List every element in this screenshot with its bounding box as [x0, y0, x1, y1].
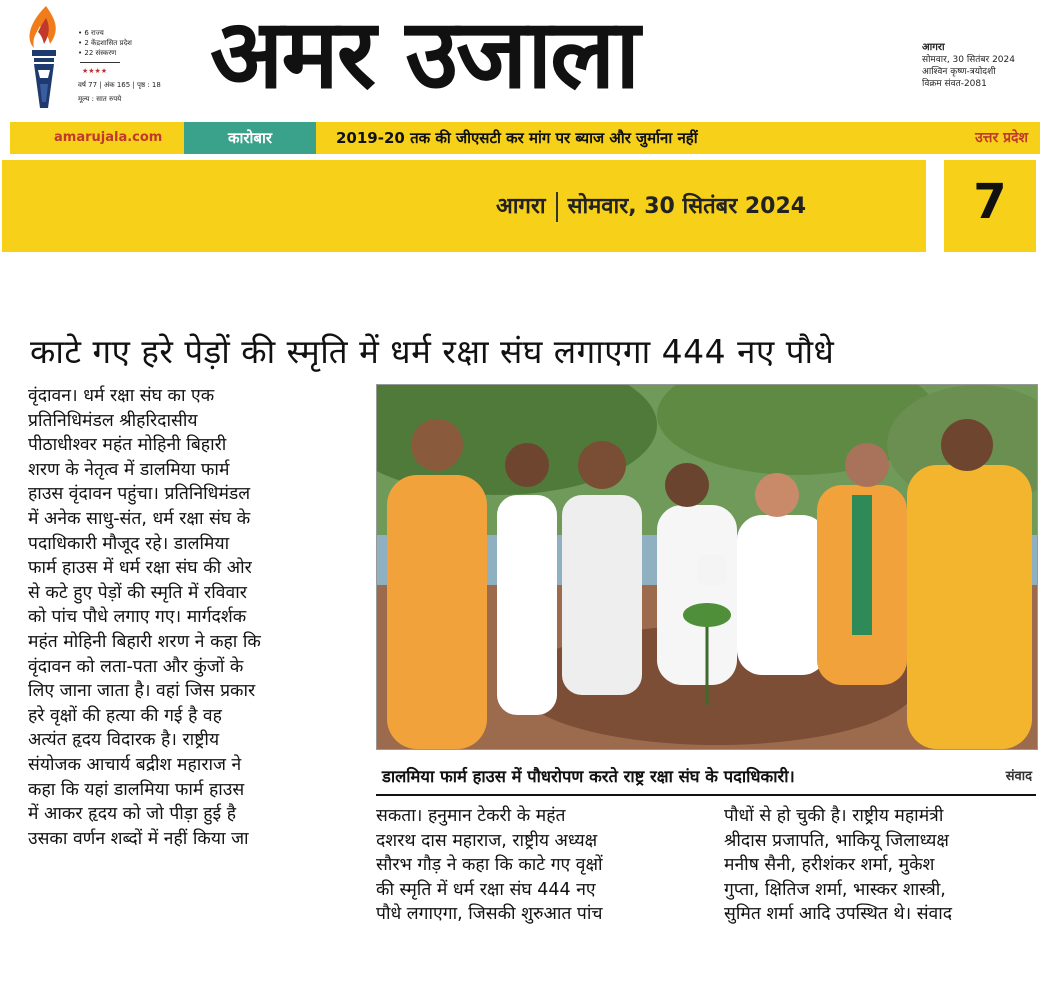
issue-line: वर्ष 77 | अंक 165 | पृष्ठ : 18 [78, 81, 161, 89]
newspaper-brand: अमर उजाला [210, 0, 639, 110]
masthead-rule [80, 62, 120, 63]
article-line: पौधे लगाएगा, जिसकी शुरुआत पांच [376, 904, 603, 925]
region-label: उत्तर प्रदेश [975, 130, 1028, 146]
article-line: फार्म हाउस में धर्म रक्षा संघ की ओर [28, 558, 252, 579]
dateline-city: आगरा [496, 194, 546, 219]
article-line: लिए जाना जाता है। वहां जिस प्रकार [28, 681, 256, 702]
edition-states: 6 राज्य [84, 29, 104, 37]
date-bar [2, 160, 926, 252]
article-line: अत्यंत हृदय विदारक है। राष्ट्रीय [28, 730, 220, 751]
article-line: हरे वृक्षों की हत्या की गई है वह [28, 705, 222, 726]
edition-uts: 2 केंद्रशासित प्रदेश [84, 39, 132, 47]
article-line: पीठाधीश्वर महंत मोहिनी बिहारी [28, 435, 227, 456]
article-line: कहा कि यहां डालमिया फार्म हाउस [28, 779, 245, 800]
article-line: से कटे हुए पेड़ों की स्मृति में रविवार [28, 582, 247, 603]
section-strip [10, 122, 1040, 154]
article-line: श्रीदास प्रजापति, भाकियू जिलाध्यक्ष [724, 830, 949, 851]
article-photo [376, 384, 1038, 750]
stars-decoration: ★★★★ [82, 67, 108, 75]
article-line: हाउस वृंदावन पहुंचा। प्रतिनिधिमंडल [28, 484, 251, 505]
article-line: संयोजक आचार्य बद्रीश महाराज ने [28, 754, 242, 775]
article-line: शरण के नेतृत्व में डालमिया फार्म [28, 459, 230, 480]
article-column-2 [376, 804, 696, 927]
article-line: पौधों से हो चुकी है। राष्ट्रीय महामंत्री [724, 806, 944, 826]
article-line: प्रतिनिधिमंडल श्रीहरिदासीय [28, 410, 198, 431]
caption-text: डालमिया फार्म हाउस में पौधरोपण करते राष्ट्र रक्षा संघ के पदाधिकारी। [382, 767, 795, 786]
article-line: पदाधिकारी मौजूद रहे। डालमिया [28, 533, 230, 554]
article-line: सकता। हनुमान टेकरी के महंत [376, 806, 566, 826]
article-line: मनीष सैनी, हरीशंकर शर्मा, मुकेश [724, 855, 935, 876]
price: मूल्य : सात रुपये [78, 95, 122, 103]
torch-logo-icon [26, 4, 62, 116]
article-line: में आकर हृदय को जो पीड़ा हुई है [28, 804, 236, 825]
dateline-date: सोमवार, 30 सितंबर 2024 [567, 194, 807, 219]
article-line: सौरभ गौड़ ने कहा कि काटे गए वृक्षों [376, 855, 603, 876]
edition-count: 22 संस्करण [84, 49, 117, 57]
article-column-3 [724, 804, 1034, 927]
dateline [496, 190, 806, 222]
article-line: दशरथ दास महाराज, राष्ट्रीय अध्यक्ष [376, 830, 598, 851]
masthead-meta [922, 42, 1015, 90]
article-line: महंत मोहिनी बिहारी शरण ने कहा कि [28, 631, 261, 652]
photo-caption [376, 754, 1036, 796]
section-tab[interactable]: कारोबार [184, 122, 316, 154]
article-line: वृंदावन को लता-पता और कुंजों के [28, 656, 244, 677]
article-headline: काटे गए हरे पेड़ों की स्मृति में धर्म रक्षा संघ लगाएगा 444 नए पौधे [30, 332, 835, 371]
dateline-divider [556, 192, 558, 222]
article-line: सुमित शर्मा आदि उपस्थित थे। संवाद [724, 904, 953, 925]
site-link[interactable]: amarujala.com [54, 130, 163, 145]
page-number-box [944, 160, 1036, 252]
strip-headline[interactable]: 2019-20 तक की जीएसटी कर मांग पर ब्याज और जुर्माना नहीं [336, 129, 698, 147]
article-line: उसका वर्णन शब्दों में नहीं किया जा [28, 828, 249, 849]
page-number: 7 [973, 174, 1007, 230]
masthead-city: आगरा [922, 42, 945, 53]
masthead-samvat: विक्रम संवत-2081 [922, 79, 987, 89]
tree-planting-photo [377, 385, 1037, 749]
article-line: की स्मृति में धर्म रक्षा संघ 444 नए [376, 879, 596, 900]
article-line: वृंदावन। धर्म रक्षा संघ का एक [28, 386, 215, 406]
masthead-tithi: आश्विन कृष्ण-त्रयोदशी [922, 67, 996, 77]
caption-credit: संवाद [1005, 769, 1032, 784]
article-line: गुप्ता, क्षितिज शर्मा, भास्कर शास्त्री, [724, 879, 946, 900]
article-line: को पांच पौधे लगाए गए। मार्गदर्शक [28, 607, 247, 628]
article-column-1 [28, 384, 346, 851]
article-line: में अनेक साधु-संत, धर्म रक्षा संघ के [28, 508, 251, 529]
masthead-date: सोमवार, 30 सितंबर 2024 [922, 55, 1015, 65]
